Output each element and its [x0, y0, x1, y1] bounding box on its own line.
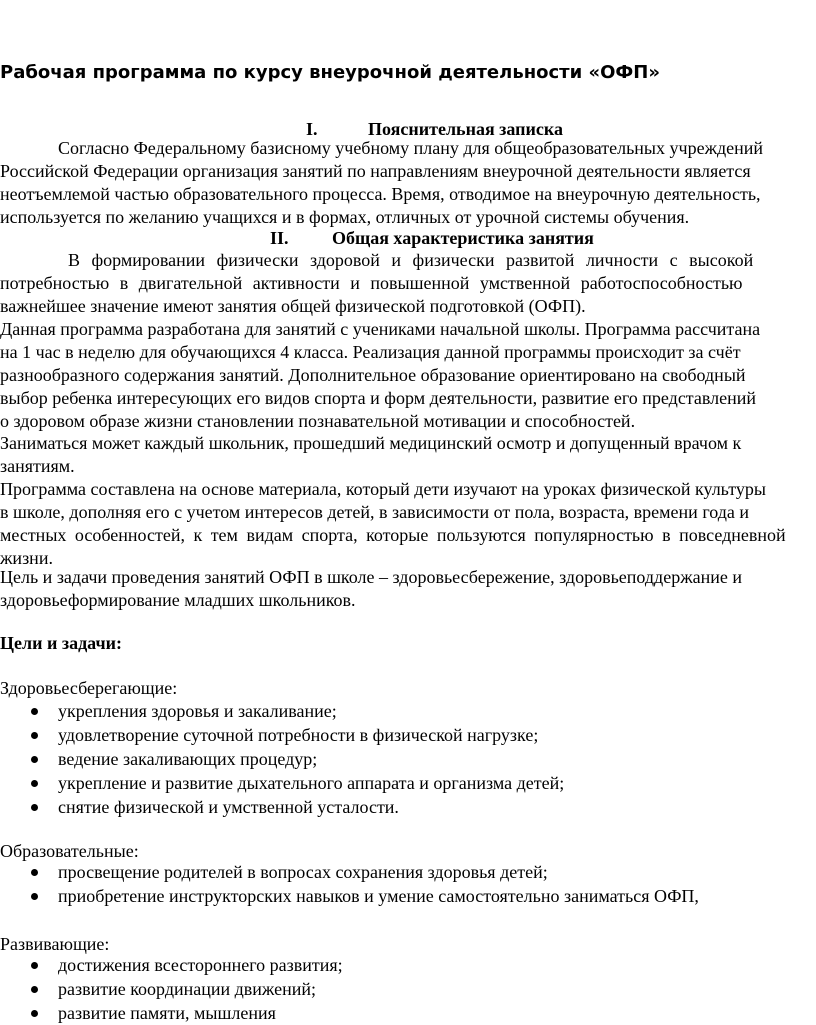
developing-list — [0, 953, 343, 1025]
paragraph-line: потребностью в двигательной активности и повышенной умственной работоспособностью — [0, 272, 743, 293]
list-item — [0, 977, 343, 1001]
section-1-number: I. — [306, 119, 318, 139]
paragraph-line: неотъемлемой частью образовательного процесса. Время, отводимое на внеурочную деятельность, — [0, 183, 761, 204]
list-item — [0, 860, 699, 884]
paragraph-line: занятиям. — [0, 455, 75, 476]
list-item-text: достижения всестороннего развития; — [58, 955, 343, 975]
bullet-icon — [31, 708, 38, 715]
paragraph-line: Программа составлена на основе материала, который дети изучают на уроках физической культуры — [0, 479, 766, 499]
section-2-paragraph-5 — [0, 566, 816, 612]
list-item — [0, 771, 564, 795]
list-item-text: укрепления здоровья и закаливание; — [58, 701, 337, 721]
group-label-educational: Образовательные: — [0, 841, 139, 861]
section-2-heading — [270, 227, 670, 249]
health-list — [0, 699, 564, 819]
paragraph-line: в школе, дополняя его с учетом интересов детей, в зависимости от пола, возраста, времени года и — [0, 501, 750, 522]
bullet-icon — [31, 732, 38, 739]
section-2-paragraph-2 — [0, 318, 816, 433]
paragraph-line: используется по желанию учащихся и в формах, отличных от урочной системы обучения. — [0, 206, 690, 227]
list-item — [0, 747, 564, 771]
document-title: Рабочая программа по курсу внеурочной деятельности «ОФП» — [0, 62, 660, 83]
list-item — [0, 884, 699, 908]
section-2-paragraph-4 — [0, 478, 816, 570]
bullet-icon — [31, 1010, 38, 1017]
section-2-paragraph-1 — [0, 249, 816, 318]
list-item-text: удовлетворение суточной потребности в физической нагрузке; — [58, 725, 539, 745]
paragraph-line: Заниматься может каждый школьник, прошедший медицинский осмотр и допущенный врачом к — [0, 433, 742, 453]
group-label-health: Здоровьесберегающие: — [0, 678, 178, 698]
paragraph-line: Согласно Федеральному базисному учебному плану для общеобразовательных учреждений — [58, 138, 764, 158]
section-2-paragraph-3 — [0, 432, 816, 478]
educational-list — [0, 860, 699, 908]
bullet-icon — [31, 804, 38, 811]
section-1-title: Пояснительная записка — [368, 119, 564, 139]
paragraph-line: жизни. — [0, 547, 53, 568]
bullet-icon — [31, 893, 38, 900]
bullet-icon — [31, 756, 38, 763]
list-item — [0, 723, 564, 747]
paragraph-line: разнообразного содержания занятий. Дополнительное образование ориентировано на свободный — [0, 364, 746, 385]
paragraph-line: выбор ребенка интересующих его видов спорта и форм деятельности, развитие его представлений — [0, 387, 757, 408]
paragraph-line: Российской Федерации организация занятий по направлениям внеурочной деятельности является — [0, 160, 751, 181]
bullet-icon — [31, 869, 38, 876]
list-item-text: развитие памяти, мышления — [58, 1003, 276, 1023]
paragraph-line: В формировании физически здоровой и физически развитой личности с высокой — [68, 250, 754, 270]
list-item-text: ведение закаливающих процедур; — [58, 749, 318, 769]
section-1-paragraph — [0, 137, 816, 229]
list-item-text: приобретение инструкторских навыков и умение самостоятельно заниматься ОФП, — [58, 886, 699, 906]
list-item-text: развитие координации движений; — [58, 979, 317, 999]
list-item-text: просвещение родителей в вопросах сохранения здоровья детей; — [58, 862, 548, 882]
paragraph-line: важнейшее значение имеют занятия общей физической подготовкой (ОФП). — [0, 295, 586, 316]
paragraph-line: Данная программа разработана для занятий с учениками начальной школы. Программа рассчитана — [0, 319, 761, 339]
section-2-number: II. — [270, 228, 289, 248]
list-item — [0, 953, 343, 977]
group-label-developing: Развивающие: — [0, 934, 110, 954]
section-2-title: Общая характеристика занятия — [332, 228, 594, 248]
paragraph-line: на 1 час в неделю для обучающихся 4 класса. Реализация данной программы происходит за счёт — [0, 341, 741, 362]
bullet-icon — [31, 986, 38, 993]
list-item — [0, 795, 564, 819]
list-item-text: снятие физической и умственной усталости. — [58, 797, 399, 817]
paragraph-line: местных особенностей, к тем видам спорта, которые пользуются популярностью в повседневной — [0, 524, 786, 545]
bullet-icon — [31, 962, 38, 969]
paragraph-line: Цель и задачи проведения занятий ОФП в школе – здоровьесбережение, здоровьеподдержание и — [0, 567, 743, 587]
goals-heading: Цели и задачи: — [0, 633, 122, 653]
paragraph-line: о здоровом образе жизни становлении познавательной мотивации и способностей. — [0, 410, 636, 431]
list-item — [0, 699, 564, 723]
list-item-text: укрепление и развитие дыхательного аппарата и организма детей; — [58, 773, 565, 793]
bullet-icon — [31, 780, 38, 787]
paragraph-line: здоровьеформирование младших школьников. — [0, 589, 356, 610]
list-item — [0, 1001, 343, 1025]
